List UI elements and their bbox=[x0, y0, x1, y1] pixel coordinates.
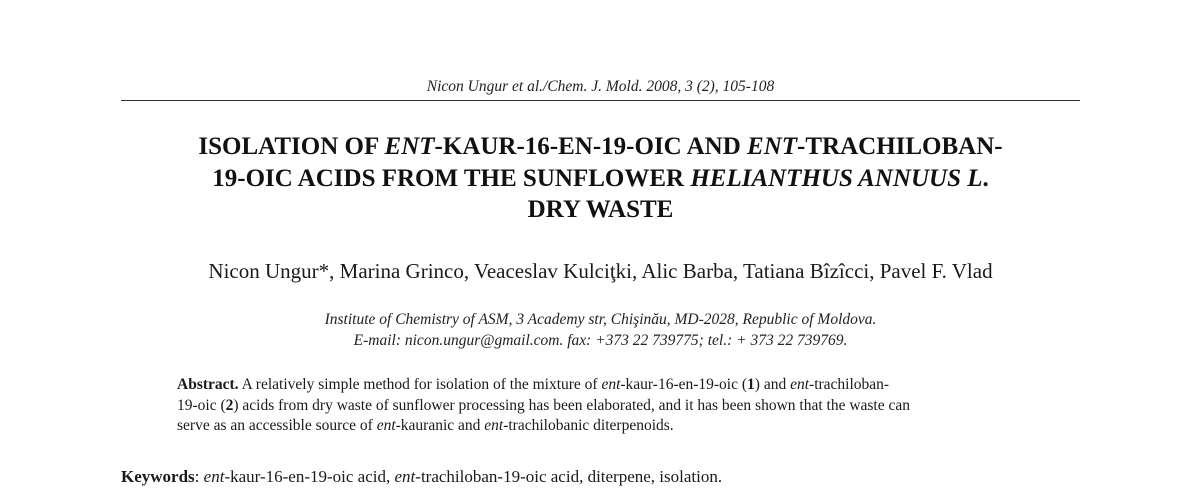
title-italic-text: ENT bbox=[384, 133, 435, 160]
keywords-italic-text: ent bbox=[394, 467, 416, 486]
abstract-italic-text: ent bbox=[484, 417, 504, 434]
title-line-2 bbox=[121, 163, 1080, 195]
abstract-italic-text: ent bbox=[790, 376, 810, 393]
title-line-1 bbox=[121, 131, 1080, 163]
abstract-text: A relatively simple method for isolation of the mixture of bbox=[238, 376, 602, 393]
affiliation-address: Institute of Chemistry of ASM, 3 Academy str, Chişinău, MD-2028, Republic of Moldova. bbox=[324, 311, 877, 328]
abstract-line-3 bbox=[177, 416, 1025, 437]
running-header: Nicon Ungur et al./Chem. J. Mold. 2008, 3 (2), 105-108 bbox=[426, 78, 775, 95]
abstract-text: -trachilobanic diterpenoids. bbox=[503, 417, 674, 434]
keywords-italic-text: ent bbox=[203, 467, 225, 486]
abstract bbox=[177, 375, 1025, 437]
title-text: 19-OIC ACIDS FROM THE SUNFLOWER bbox=[212, 164, 691, 192]
abstract-text: -trachiloban- bbox=[809, 376, 890, 393]
affiliation-contact: E-mail: nicon.ungur@gmail.com. fax: +373 22 739775; tel.: + 373 22 739769. bbox=[353, 332, 848, 349]
title-italic-text: HELIANTHUS ANNUUS L bbox=[690, 164, 983, 192]
keywords-text: : bbox=[194, 467, 204, 486]
compound-number: 1 bbox=[747, 376, 755, 393]
abstract-line-2 bbox=[177, 396, 1025, 417]
abstract-text: 19-oic ( bbox=[177, 396, 226, 414]
abstract-text: ) and bbox=[754, 376, 791, 393]
keywords-label: Keywords bbox=[121, 467, 195, 486]
keywords-text: -kaur-16-en-19-oic acid, bbox=[224, 467, 395, 486]
keywords-text: -trachiloban-19-oic acid, diterpene, isolation. bbox=[415, 467, 723, 486]
affiliation bbox=[121, 309, 1080, 351]
abstract-italic-text: ent bbox=[376, 417, 396, 434]
keywords bbox=[121, 466, 1080, 488]
abstract-text: ) acids from dry waste of sunflower processing has been elaborated, and it has been shown that the waste can bbox=[233, 396, 911, 414]
header-divider bbox=[121, 100, 1080, 101]
abstract-label: Abstract. bbox=[177, 376, 239, 393]
title-italic-text: ENT bbox=[747, 133, 798, 160]
abstract-line-1 bbox=[177, 375, 1025, 396]
paper-title bbox=[121, 131, 1080, 226]
title-text: -KAUR-16-EN-19-OIC AND bbox=[434, 133, 748, 160]
title-line-3: DRY WASTE bbox=[527, 196, 674, 223]
title-text: -TRACHILOBAN- bbox=[797, 133, 1003, 160]
abstract-text: -kaur-16-en-19-oic ( bbox=[620, 376, 748, 393]
compound-number: 2 bbox=[225, 396, 234, 414]
title-text: ISOLATION OF bbox=[198, 133, 385, 160]
author-list: Nicon Ungur*, Marina Grinco, Veaceslav Kulciţki, Alic Barba, Tatiana Bîzîcci, Pavel F. Vlad bbox=[208, 259, 993, 283]
abstract-italic-text: ent bbox=[601, 376, 621, 393]
abstract-text: -kauranic and bbox=[395, 417, 485, 434]
title-text: . bbox=[982, 164, 989, 192]
abstract-text: serve as an accessible source of bbox=[177, 417, 377, 434]
